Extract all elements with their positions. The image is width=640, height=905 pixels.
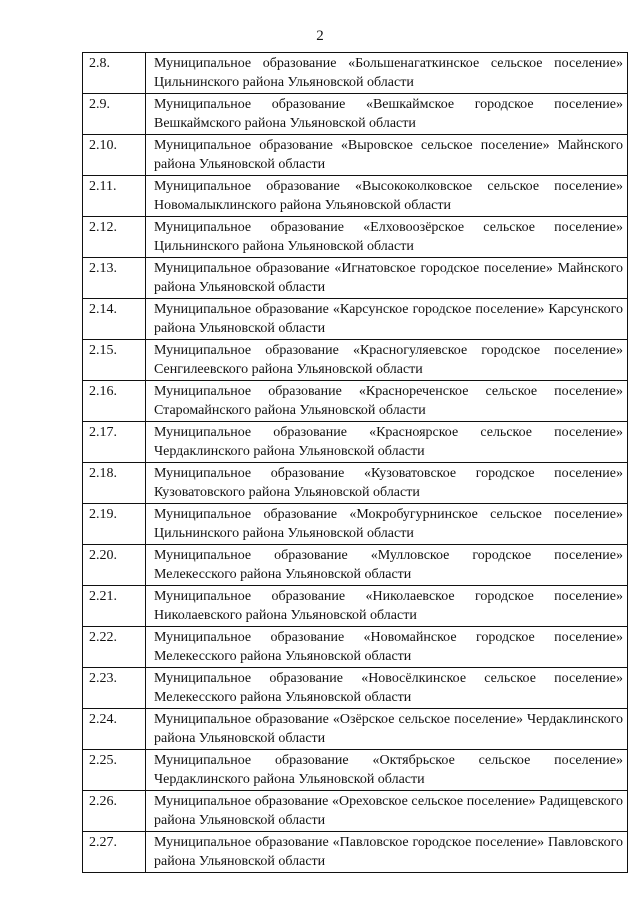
row-text: Муниципальное образование «Большенагаткинское сельское поселение» Цильнинского района Ульяновской области: [146, 53, 628, 94]
table-row: [83, 381, 628, 422]
table-row: [83, 135, 628, 176]
row-number: 2.10.: [83, 135, 146, 176]
row-text: Муниципальное образование «Ореховское сельское поселение» Радищевского района Ульяновской области: [146, 791, 628, 832]
row-text: Муниципальное образование «Высококолковское сельское поселение» Новомалыклинского района Ульяновской области: [146, 176, 628, 217]
row-number: 2.19.: [83, 504, 146, 545]
row-number: 2.27.: [83, 832, 146, 873]
row-text: Муниципальное образование «Выровское сельское поселение» Майнского района Ульяновской области: [146, 135, 628, 176]
row-text: Муниципальное образование «Вешкаймское городское поселение» Вешкаймского района Ульяновской области: [146, 94, 628, 135]
row-number: 2.17.: [83, 422, 146, 463]
row-text: Муниципальное образование «Новомайнское городское поселение» Мелекесского района Ульяновской области: [146, 627, 628, 668]
row-text: Муниципальное образование «Мокробугурнинское сельское поселение» Цильнинского района Ульяновской области: [146, 504, 628, 545]
table-row: [83, 791, 628, 832]
row-text: Муниципальное образование «Краснореченское сельское поселение» Старомайнского района Ульяновской области: [146, 381, 628, 422]
table-row: [83, 258, 628, 299]
table-row: [83, 53, 628, 94]
row-number: 2.14.: [83, 299, 146, 340]
row-text: Муниципальное образование «Кузоватовское городское поселение» Кузоватовского района Ульяновской области: [146, 463, 628, 504]
table-row: [83, 176, 628, 217]
table-row: [83, 586, 628, 627]
row-number: 2.20.: [83, 545, 146, 586]
table-row: [83, 217, 628, 258]
table-row: [83, 668, 628, 709]
row-number: 2.16.: [83, 381, 146, 422]
row-number: 2.12.: [83, 217, 146, 258]
row-text: Муниципальное образование «Мулловское городское поселение» Мелекесского района Ульяновской области: [146, 545, 628, 586]
row-text: Муниципальное образование «Карсунское городское поселение» Карсунского района Ульяновской области: [146, 299, 628, 340]
table-row: [83, 299, 628, 340]
row-number: 2.22.: [83, 627, 146, 668]
row-text: Муниципальное образование «Николаевское городское поселение» Николаевского района Ульяновской области: [146, 586, 628, 627]
table-row: [83, 709, 628, 750]
row-number: 2.13.: [83, 258, 146, 299]
row-number: 2.25.: [83, 750, 146, 791]
row-text: Муниципальное образование «Павловское городское поселение» Павловского района Ульяновской области: [146, 832, 628, 873]
row-number: 2.26.: [83, 791, 146, 832]
row-number: 2.23.: [83, 668, 146, 709]
row-number: 2.21.: [83, 586, 146, 627]
page-number: 2: [316, 28, 324, 44]
row-number: 2.18.: [83, 463, 146, 504]
municipalities-table: [82, 52, 628, 873]
row-text: Муниципальное образование «Красногуляевское городское поселение» Сенгилеевского района Ульяновской области: [146, 340, 628, 381]
table-row: [83, 340, 628, 381]
row-number: 2.15.: [83, 340, 146, 381]
row-number: 2.24.: [83, 709, 146, 750]
row-number: 2.8.: [83, 53, 146, 94]
row-text: Муниципальное образование «Красноярское сельское поселение» Чердаклинского района Ульяновской области: [146, 422, 628, 463]
table-row: [83, 832, 628, 873]
table-row: [83, 627, 628, 668]
row-number: 2.11.: [83, 176, 146, 217]
table-row: [83, 504, 628, 545]
row-text: Муниципальное образование «Озёрское сельское поселение» Чердаклинского района Ульяновской области: [146, 709, 628, 750]
table-row: [83, 463, 628, 504]
row-number: 2.9.: [83, 94, 146, 135]
table-row: [83, 545, 628, 586]
row-text: Муниципальное образование «Игнатовское городское поселение» Майнского района Ульяновской области: [146, 258, 628, 299]
row-text: Муниципальное образование «Елховоозёрское сельское поселение» Цильнинского района Ульяновской области: [146, 217, 628, 258]
row-text: Муниципальное образование «Октябрьское сельское поселение» Чердаклинского района Ульяновской области: [146, 750, 628, 791]
table-row: [83, 750, 628, 791]
table-row: [83, 422, 628, 463]
row-text: Муниципальное образование «Новосёлкинское сельское поселение» Мелекесского района Ульяновской области: [146, 668, 628, 709]
table-row: [83, 94, 628, 135]
